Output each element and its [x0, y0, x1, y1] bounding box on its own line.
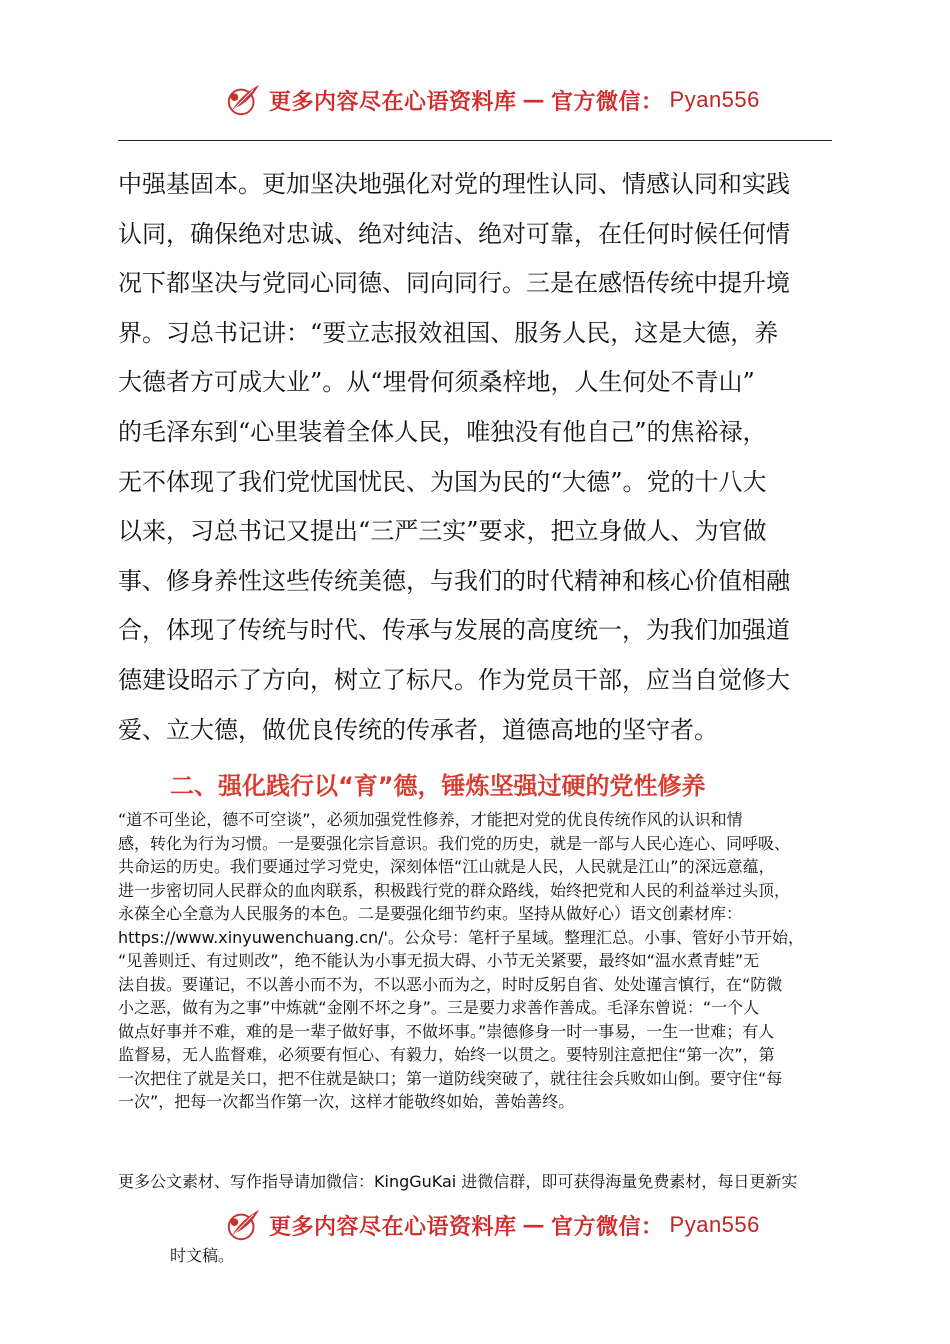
body-line: 合，体现了传统与时代、传承与发展的高度统一，为我们加强道 — [118, 616, 790, 645]
section-line: 监督易，无人监督难，必须要有恒心、有毅力，始终一以贯之。要特别注意把住“第一次”，第 — [118, 1045, 775, 1064]
feather-pen-logo-icon — [225, 1206, 263, 1244]
section-line: 共命运的历史。我们要通过学习党史，深刻体悟“江山就是人民，人民就是江山”的深远意蕴， — [118, 857, 775, 876]
footer-banner — [225, 1205, 760, 1245]
section-heading: 二、强化践行以“育”德，锤炼坚强过硬的党性修养 — [170, 772, 706, 800]
banner-wechat-label: 官方微信： — [551, 88, 664, 115]
section-line: 永葆全心全意为人民服务的本色。二是要强化细节约束。坚持从做好心）语文创素材库： — [118, 904, 743, 923]
banner-dash: — — [522, 1212, 546, 1238]
section-line: “道不可坐论，德不可空谈”，必须加强党性修养，才能把对党的优良传统作风的认识和情 — [118, 810, 743, 829]
body-line: 事、修身养性这些传统美德，与我们的时代精神和核心价值相融 — [118, 566, 790, 595]
body-line: 的毛泽东到“心里装着全体人民，唯独没有他自己”的焦裕禄， — [118, 417, 767, 446]
section-line: 一次”，把每一次都当作第一次，这样才能敬终如始，善始善终。 — [118, 1092, 575, 1111]
banner-wechat-id: Pyan556 — [669, 87, 760, 112]
section-line: 法自拔。要谨记，不以善小而不为，不以恶小而为之，时时反躬自省、处处谨言慎行，在“防微 — [118, 974, 783, 994]
body-line: 无不体现了我们党忧国忧民、为国为民的“大德”。党的十八大 — [118, 467, 767, 496]
banner-slogan: 更多内容尽在心语资料库 — [269, 88, 517, 115]
section-paragraph — [118, 808, 838, 1114]
body-line: 德建设昭示了方向，树立了标尺。作为党员干部，应当自觉修大 — [118, 665, 790, 694]
banner-dash: — — [522, 87, 546, 113]
banner-slogan: 更多内容尽在心语资料库 — [269, 1213, 517, 1240]
body-paragraph — [118, 160, 838, 755]
body-line: 况下都坚决与党同心同德、同向同行。三是在感悟传统中提升境 — [118, 269, 790, 298]
section-line: “见善则迁、有过则改”，绝不能认为小事无损大碍、小节无关紧要，最终如“温水煮青蛙”无 — [118, 951, 760, 970]
section-line: 一次把住了就是关口，把不住就是缺口；第一道防线突破了，就往往会兵败如山倒。要守住“每 — [118, 1068, 783, 1088]
banner-wechat-id: Pyan556 — [669, 1212, 760, 1237]
section-line: 做点好事并不难，难的是一辈子做好事，不做坏事。”崇德修身一时一事易，一生一世难；有人 — [118, 1021, 775, 1041]
body-line: 中强基固本。更加坚决地强化对党的理性认同、情感认同和实践 — [118, 170, 790, 198]
section-line: 进一步密切同人民群众的血肉联系，积极践行党的群众路线，始终把党和人民的利益举过头顶， — [118, 880, 791, 900]
section-line: 感，转化为行为习惯。一是要强化宗旨意识。我们党的历史，就是一部与人民心连心、同呼吸、 — [118, 833, 791, 853]
section-line: 小之恶，做有为之事”中炼就“金刚不坏之身”。三是要力求善作善成。毛泽东曾说：“一个人 — [118, 998, 760, 1017]
section-line: https://www.xinyuwenchuang.cn/'。公众号：笔杆子星域。整理汇总。小事、管好小节开始， — [118, 927, 804, 947]
banner-wechat-label: 官方微信： — [551, 1213, 664, 1240]
body-line: 爱、立大德，做优良传统的传承者，道德高地的坚守者。 — [118, 715, 718, 744]
footer-tail: 时文稿。 — [170, 1246, 235, 1265]
header-rule — [118, 140, 832, 141]
feather-pen-logo-icon — [225, 81, 263, 119]
footer-note: 更多公文素材、写作指导请加微信：KingGuKai 进微信群，即可获得海量免费素材，每日更新实 — [118, 1172, 798, 1191]
body-line: 以来，习总书记又提出“三严三实”要求，把立身做人、为官做 — [118, 517, 767, 546]
header-banner — [225, 80, 760, 120]
body-line: 大德者方可成大业”。从“埋骨何须桑梓地，人生何处不青山” — [118, 368, 755, 397]
body-line: 认同，确保绝对忠诚、绝对纯洁、绝对可靠，在任何时候任何情 — [118, 219, 790, 248]
body-line: 界。习总书记讲：“要立志报效祖国、服务人民，这是大德，养 — [118, 318, 779, 347]
